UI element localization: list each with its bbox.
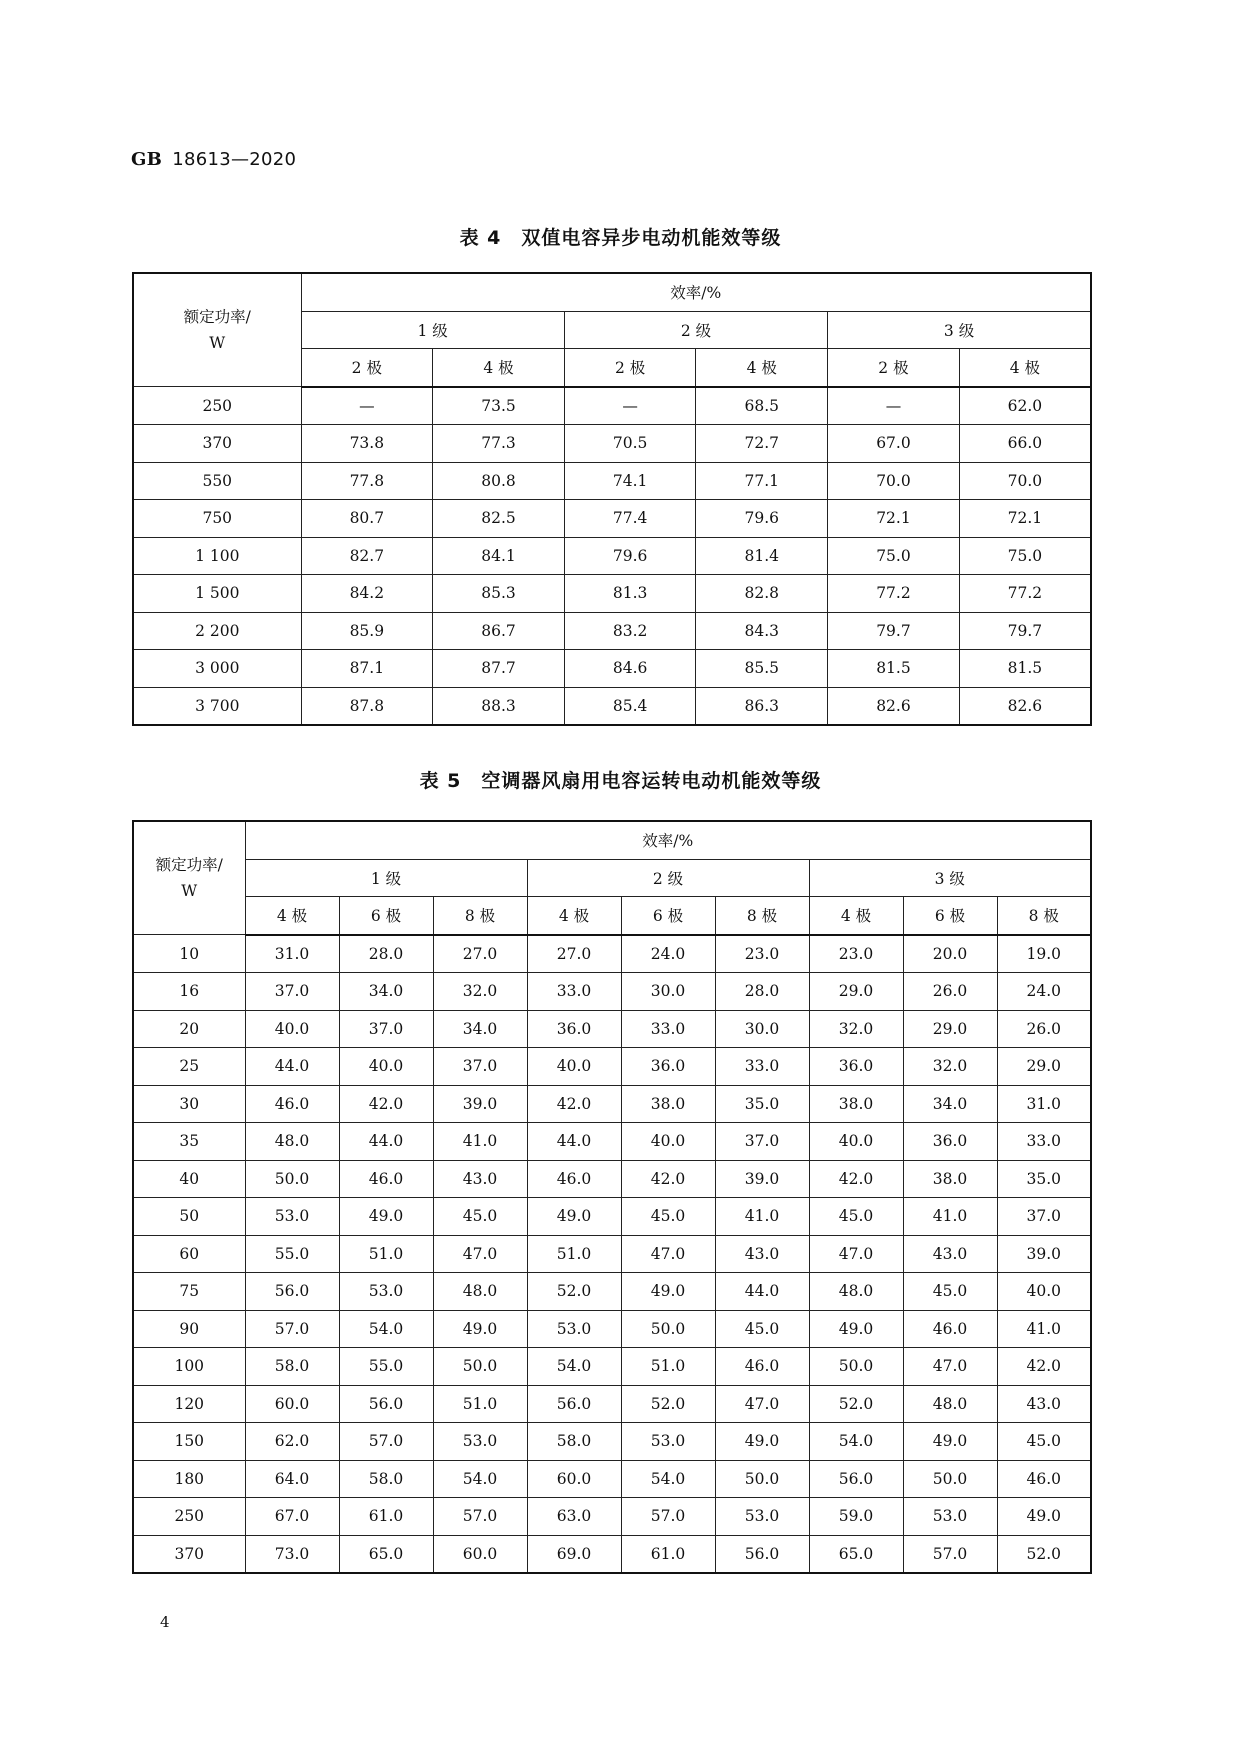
table5-grade-header: 3 级 [809, 859, 1091, 897]
efficiency-cell: 44.0 [245, 1048, 339, 1086]
rated-power-cell: 100 [133, 1348, 245, 1386]
table5-efficiency-header: 效率/% [245, 821, 1091, 859]
efficiency-cell: 40.0 [997, 1273, 1091, 1311]
efficiency-cell: 70.5 [564, 425, 696, 463]
efficiency-cell: 45.0 [621, 1198, 715, 1236]
efficiency-cell: 44.0 [339, 1123, 433, 1161]
efficiency-cell: 39.0 [433, 1085, 527, 1123]
efficiency-cell: 42.0 [997, 1348, 1091, 1386]
efficiency-cell: 54.0 [433, 1460, 527, 1498]
efficiency-cell: 52.0 [997, 1535, 1091, 1573]
efficiency-cell: 84.1 [433, 537, 565, 575]
efficiency-cell: 83.2 [564, 612, 696, 650]
efficiency-cell: 51.0 [621, 1348, 715, 1386]
efficiency-cell: 75.0 [828, 537, 960, 575]
rated-power-cell: 90 [133, 1310, 245, 1348]
efficiency-cell: 36.0 [527, 1010, 621, 1048]
efficiency-cell: 77.3 [433, 425, 565, 463]
efficiency-cell: 53.0 [715, 1498, 809, 1536]
rated-power-cell: 30 [133, 1085, 245, 1123]
rated-power-cell: 1 500 [133, 575, 301, 613]
efficiency-cell: 73.0 [245, 1535, 339, 1573]
efficiency-cell: 79.6 [696, 500, 828, 538]
efficiency-cell: 29.0 [809, 973, 903, 1011]
efficiency-cell: 84.2 [301, 575, 433, 613]
efficiency-cell: 40.0 [621, 1123, 715, 1161]
efficiency-cell: 48.0 [245, 1123, 339, 1161]
efficiency-cell: 52.0 [527, 1273, 621, 1311]
efficiency-cell: 88.3 [433, 687, 565, 725]
efficiency-cell: 85.9 [301, 612, 433, 650]
efficiency-cell: 87.7 [433, 650, 565, 688]
efficiency-cell: — [301, 387, 433, 425]
efficiency-cell: 30.0 [715, 1010, 809, 1048]
efficiency-cell: 59.0 [809, 1498, 903, 1536]
efficiency-cell: 46.0 [245, 1085, 339, 1123]
efficiency-cell: 49.0 [809, 1310, 903, 1348]
efficiency-cell: 73.5 [433, 387, 565, 425]
efficiency-cell: 62.0 [245, 1423, 339, 1461]
efficiency-cell: 34.0 [433, 1010, 527, 1048]
efficiency-cell: 49.0 [621, 1273, 715, 1311]
table4 [132, 272, 1092, 726]
efficiency-cell: 85.5 [696, 650, 828, 688]
efficiency-cell: — [828, 387, 960, 425]
efficiency-cell: 86.7 [433, 612, 565, 650]
rated-power-cell: 150 [133, 1423, 245, 1461]
efficiency-cell: 49.0 [433, 1310, 527, 1348]
efficiency-cell: 47.0 [621, 1235, 715, 1273]
efficiency-cell: 53.0 [245, 1198, 339, 1236]
table-row [133, 1535, 1091, 1573]
efficiency-cell: 50.0 [245, 1160, 339, 1198]
table4-caption-title: 双值电容异步电动机能效等级 [521, 227, 782, 249]
efficiency-cell: 52.0 [621, 1385, 715, 1423]
efficiency-cell: 30.0 [621, 973, 715, 1011]
standard-prefix: GB [131, 149, 163, 170]
efficiency-cell: 82.8 [696, 575, 828, 613]
efficiency-cell: 85.3 [433, 575, 565, 613]
efficiency-cell: 72.1 [828, 500, 960, 538]
efficiency-cell: 51.0 [339, 1235, 433, 1273]
efficiency-cell: 26.0 [997, 1010, 1091, 1048]
efficiency-cell: 53.0 [527, 1310, 621, 1348]
efficiency-cell: 46.0 [715, 1348, 809, 1386]
efficiency-cell: 56.0 [527, 1385, 621, 1423]
efficiency-cell: 61.0 [621, 1535, 715, 1573]
efficiency-cell: 33.0 [715, 1048, 809, 1086]
efficiency-cell: 80.8 [433, 462, 565, 500]
efficiency-cell: 50.0 [809, 1348, 903, 1386]
table5 [132, 820, 1092, 1574]
efficiency-cell: 44.0 [527, 1123, 621, 1161]
efficiency-cell: 45.0 [997, 1423, 1091, 1461]
efficiency-cell: 45.0 [903, 1273, 997, 1311]
efficiency-cell: 36.0 [809, 1048, 903, 1086]
efficiency-cell: 53.0 [621, 1423, 715, 1461]
efficiency-cell: 67.0 [245, 1498, 339, 1536]
efficiency-cell: 82.6 [828, 687, 960, 725]
efficiency-cell: 81.4 [696, 537, 828, 575]
efficiency-cell: 36.0 [621, 1048, 715, 1086]
table-row [133, 387, 1091, 425]
efficiency-cell: 41.0 [997, 1310, 1091, 1348]
efficiency-cell: 46.0 [903, 1310, 997, 1348]
table-row [133, 537, 1091, 575]
table-row [133, 973, 1091, 1011]
efficiency-cell: 81.5 [828, 650, 960, 688]
efficiency-cell: 51.0 [527, 1235, 621, 1273]
table5-pole-header: 8 极 [997, 897, 1091, 935]
efficiency-cell: 40.0 [245, 1010, 339, 1048]
efficiency-cell: 52.0 [809, 1385, 903, 1423]
table-row [133, 1460, 1091, 1498]
rated-power-cell: 250 [133, 1498, 245, 1536]
efficiency-cell: 79.7 [959, 612, 1091, 650]
efficiency-cell: 46.0 [339, 1160, 433, 1198]
efficiency-cell: 65.0 [339, 1535, 433, 1573]
rated-power-cell: 75 [133, 1273, 245, 1311]
efficiency-cell: 47.0 [809, 1235, 903, 1273]
efficiency-cell: 41.0 [715, 1198, 809, 1236]
table-row [133, 1160, 1091, 1198]
efficiency-cell: 58.0 [339, 1460, 433, 1498]
efficiency-cell: 34.0 [339, 973, 433, 1011]
efficiency-cell: 40.0 [339, 1048, 433, 1086]
efficiency-cell: 67.0 [828, 425, 960, 463]
efficiency-cell: 47.0 [903, 1348, 997, 1386]
table5-pole-header: 8 极 [433, 897, 527, 935]
efficiency-cell: 57.0 [433, 1498, 527, 1536]
table-row [133, 650, 1091, 688]
table-row [133, 1385, 1091, 1423]
efficiency-cell: 58.0 [245, 1348, 339, 1386]
table4-pole-header: 4 极 [959, 349, 1091, 387]
efficiency-cell: 46.0 [527, 1160, 621, 1198]
table5-pole-header: 4 极 [527, 897, 621, 935]
efficiency-cell: 38.0 [903, 1160, 997, 1198]
rated-power-cell: 550 [133, 462, 301, 500]
rated-power-cell: 16 [133, 973, 245, 1011]
efficiency-cell: 27.0 [527, 935, 621, 973]
efficiency-cell: 48.0 [809, 1273, 903, 1311]
efficiency-cell: 77.2 [828, 575, 960, 613]
efficiency-cell: 20.0 [903, 935, 997, 973]
efficiency-cell: 42.0 [621, 1160, 715, 1198]
efficiency-cell: 39.0 [997, 1235, 1091, 1273]
efficiency-cell: 77.2 [959, 575, 1091, 613]
efficiency-cell: 57.0 [339, 1423, 433, 1461]
table5-pole-header: 8 极 [715, 897, 809, 935]
rated-power-cell: 35 [133, 1123, 245, 1161]
efficiency-cell: 69.0 [527, 1535, 621, 1573]
rated-power-cell: 1 100 [133, 537, 301, 575]
efficiency-cell: 42.0 [809, 1160, 903, 1198]
page-number: 4 [160, 1613, 170, 1631]
efficiency-cell: 37.0 [433, 1048, 527, 1086]
rated-power-cell: 60 [133, 1235, 245, 1273]
efficiency-cell: 58.0 [527, 1423, 621, 1461]
table-row [133, 1235, 1091, 1273]
efficiency-cell: 53.0 [433, 1423, 527, 1461]
efficiency-cell: 80.7 [301, 500, 433, 538]
efficiency-cell: 24.0 [621, 935, 715, 973]
table5-rated-power-header: 额定功率/ W [133, 821, 245, 935]
efficiency-cell: 75.0 [959, 537, 1091, 575]
efficiency-cell: 34.0 [903, 1085, 997, 1123]
table4-rated-power-header: 额定功率/ W [133, 273, 301, 387]
table4-pole-header: 4 极 [433, 349, 565, 387]
table5-pole-header: 6 极 [903, 897, 997, 935]
efficiency-cell: 19.0 [997, 935, 1091, 973]
efficiency-cell: 61.0 [339, 1498, 433, 1536]
rated-power-cell: 10 [133, 935, 245, 973]
efficiency-cell: 79.7 [828, 612, 960, 650]
efficiency-cell: 73.8 [301, 425, 433, 463]
efficiency-cell: 57.0 [903, 1535, 997, 1573]
efficiency-cell: 50.0 [433, 1348, 527, 1386]
table-row [133, 575, 1091, 613]
efficiency-cell: 42.0 [339, 1085, 433, 1123]
efficiency-cell: 66.0 [959, 425, 1091, 463]
efficiency-cell: 29.0 [903, 1010, 997, 1048]
efficiency-cell: 54.0 [809, 1423, 903, 1461]
standard-code: 18613—2020 [172, 149, 297, 170]
rated-power-cell: 20 [133, 1010, 245, 1048]
efficiency-cell: 65.0 [809, 1535, 903, 1573]
efficiency-cell: 51.0 [433, 1385, 527, 1423]
efficiency-cell: 24.0 [997, 973, 1091, 1011]
efficiency-cell: 33.0 [997, 1123, 1091, 1161]
efficiency-cell: 32.0 [903, 1048, 997, 1086]
efficiency-cell: 50.0 [903, 1460, 997, 1498]
efficiency-cell: 23.0 [809, 935, 903, 973]
table-row [133, 462, 1091, 500]
efficiency-cell: 37.0 [339, 1010, 433, 1048]
rated-power-cell: 2 200 [133, 612, 301, 650]
efficiency-cell: 37.0 [715, 1123, 809, 1161]
efficiency-cell: 86.3 [696, 687, 828, 725]
efficiency-cell: 82.7 [301, 537, 433, 575]
efficiency-cell: 28.0 [715, 973, 809, 1011]
efficiency-cell: 81.3 [564, 575, 696, 613]
table4-pole-header: 2 极 [301, 349, 433, 387]
rated-power-cell: 370 [133, 1535, 245, 1573]
efficiency-cell: 47.0 [433, 1235, 527, 1273]
efficiency-cell: 63.0 [527, 1498, 621, 1536]
efficiency-cell: 60.0 [245, 1385, 339, 1423]
efficiency-cell: 72.1 [959, 500, 1091, 538]
table5-caption-title: 空调器风扇用电容运转电动机能效等级 [481, 770, 822, 792]
efficiency-cell: 29.0 [997, 1048, 1091, 1086]
efficiency-cell: 35.0 [715, 1085, 809, 1123]
efficiency-cell: 53.0 [339, 1273, 433, 1311]
efficiency-cell: 47.0 [715, 1385, 809, 1423]
table-row [133, 935, 1091, 973]
efficiency-cell: 31.0 [997, 1085, 1091, 1123]
efficiency-cell: 32.0 [809, 1010, 903, 1048]
efficiency-cell: 36.0 [903, 1123, 997, 1161]
efficiency-cell: 50.0 [621, 1310, 715, 1348]
rated-power-cell: 180 [133, 1460, 245, 1498]
efficiency-cell: 38.0 [621, 1085, 715, 1123]
efficiency-cell: 62.0 [959, 387, 1091, 425]
table4-pole-header: 4 极 [696, 349, 828, 387]
efficiency-cell: 38.0 [809, 1085, 903, 1123]
efficiency-cell: 77.8 [301, 462, 433, 500]
efficiency-cell: 82.6 [959, 687, 1091, 725]
table4-pole-header: 2 极 [564, 349, 696, 387]
efficiency-cell: 37.0 [245, 973, 339, 1011]
efficiency-cell: 54.0 [339, 1310, 433, 1348]
efficiency-cell: 87.8 [301, 687, 433, 725]
table4-grade-header: 3 级 [828, 311, 1091, 349]
efficiency-cell: 43.0 [903, 1235, 997, 1273]
efficiency-cell: 77.1 [696, 462, 828, 500]
rated-power-cell: 250 [133, 387, 301, 425]
table4-caption-number: 表 4 [459, 227, 502, 249]
efficiency-cell: 35.0 [997, 1160, 1091, 1198]
efficiency-cell: 55.0 [245, 1235, 339, 1273]
table-row [133, 1198, 1091, 1236]
efficiency-cell: 43.0 [997, 1385, 1091, 1423]
efficiency-cell: 48.0 [903, 1385, 997, 1423]
standard-number [131, 149, 296, 170]
efficiency-cell: 57.0 [245, 1310, 339, 1348]
table4-efficiency-header: 效率/% [301, 273, 1091, 311]
rated-power-cell: 750 [133, 500, 301, 538]
efficiency-cell: 33.0 [527, 973, 621, 1011]
efficiency-cell: 84.6 [564, 650, 696, 688]
table5-grade-header: 1 级 [245, 859, 527, 897]
efficiency-cell: 23.0 [715, 935, 809, 973]
efficiency-cell: 56.0 [339, 1385, 433, 1423]
efficiency-cell: 85.4 [564, 687, 696, 725]
efficiency-cell: 40.0 [809, 1123, 903, 1161]
efficiency-cell: 40.0 [527, 1048, 621, 1086]
rated-power-cell: 3 700 [133, 687, 301, 725]
efficiency-cell: 43.0 [433, 1160, 527, 1198]
efficiency-cell: 45.0 [433, 1198, 527, 1236]
efficiency-cell: 53.0 [903, 1498, 997, 1536]
rated-power-cell: 25 [133, 1048, 245, 1086]
efficiency-cell: 32.0 [433, 973, 527, 1011]
table4-grade-header: 1 级 [301, 311, 564, 349]
table-row [133, 1498, 1091, 1536]
efficiency-cell: 79.6 [564, 537, 696, 575]
rated-power-cell: 120 [133, 1385, 245, 1423]
efficiency-cell: 49.0 [997, 1498, 1091, 1536]
efficiency-cell: 60.0 [527, 1460, 621, 1498]
efficiency-cell: 27.0 [433, 935, 527, 973]
table-row [133, 687, 1091, 725]
efficiency-cell: 56.0 [809, 1460, 903, 1498]
table5-pole-header: 4 极 [809, 897, 903, 935]
efficiency-cell: 45.0 [715, 1310, 809, 1348]
rated-power-cell: 3 000 [133, 650, 301, 688]
efficiency-cell: 64.0 [245, 1460, 339, 1498]
efficiency-cell: 50.0 [715, 1460, 809, 1498]
table-row [133, 1123, 1091, 1161]
efficiency-cell: 41.0 [433, 1123, 527, 1161]
efficiency-cell: 44.0 [715, 1273, 809, 1311]
efficiency-cell: 54.0 [621, 1460, 715, 1498]
efficiency-cell: 43.0 [715, 1235, 809, 1273]
efficiency-cell: 45.0 [809, 1198, 903, 1236]
efficiency-cell: 26.0 [903, 973, 997, 1011]
efficiency-cell: 49.0 [339, 1198, 433, 1236]
rated-power-cell: 370 [133, 425, 301, 463]
efficiency-cell: 81.5 [959, 650, 1091, 688]
table-row [133, 500, 1091, 538]
table4-pole-header: 2 极 [828, 349, 960, 387]
efficiency-cell: 46.0 [997, 1460, 1091, 1498]
table-row [133, 425, 1091, 463]
efficiency-cell: 55.0 [339, 1348, 433, 1386]
efficiency-cell: 41.0 [903, 1198, 997, 1236]
efficiency-cell: 60.0 [433, 1535, 527, 1573]
table-row [133, 1310, 1091, 1348]
table5-pole-header: 6 极 [621, 897, 715, 935]
efficiency-cell: 82.5 [433, 500, 565, 538]
rated-power-cell: 40 [133, 1160, 245, 1198]
efficiency-cell: 56.0 [245, 1273, 339, 1311]
table5-caption-number: 表 5 [419, 770, 462, 792]
table-row [133, 1085, 1091, 1123]
table4-caption [0, 223, 1241, 250]
table-row [133, 612, 1091, 650]
efficiency-cell: 77.4 [564, 500, 696, 538]
efficiency-cell: 42.0 [527, 1085, 621, 1123]
efficiency-cell: 31.0 [245, 935, 339, 973]
efficiency-cell: 56.0 [715, 1535, 809, 1573]
efficiency-cell: 28.0 [339, 935, 433, 973]
table-row [133, 1423, 1091, 1461]
efficiency-cell: 70.0 [828, 462, 960, 500]
efficiency-cell: 49.0 [903, 1423, 997, 1461]
efficiency-cell: 57.0 [621, 1498, 715, 1536]
rated-power-cell: 50 [133, 1198, 245, 1236]
efficiency-cell: 54.0 [527, 1348, 621, 1386]
efficiency-cell: 72.7 [696, 425, 828, 463]
efficiency-cell: 49.0 [715, 1423, 809, 1461]
table-row [133, 1048, 1091, 1086]
efficiency-cell: 48.0 [433, 1273, 527, 1311]
table5-pole-header: 4 极 [245, 897, 339, 935]
table-row [133, 1010, 1091, 1048]
table5-caption [0, 766, 1241, 793]
table5-pole-header: 6 极 [339, 897, 433, 935]
efficiency-cell: 74.1 [564, 462, 696, 500]
table4-grade-header: 2 级 [564, 311, 827, 349]
table5-grade-header: 2 级 [527, 859, 809, 897]
efficiency-cell: 87.1 [301, 650, 433, 688]
efficiency-cell: 70.0 [959, 462, 1091, 500]
table-row [133, 1273, 1091, 1311]
table-row [133, 1348, 1091, 1386]
efficiency-cell: 37.0 [997, 1198, 1091, 1236]
efficiency-cell: 84.3 [696, 612, 828, 650]
efficiency-cell: 39.0 [715, 1160, 809, 1198]
efficiency-cell: 68.5 [696, 387, 828, 425]
efficiency-cell: — [564, 387, 696, 425]
efficiency-cell: 33.0 [621, 1010, 715, 1048]
efficiency-cell: 49.0 [527, 1198, 621, 1236]
